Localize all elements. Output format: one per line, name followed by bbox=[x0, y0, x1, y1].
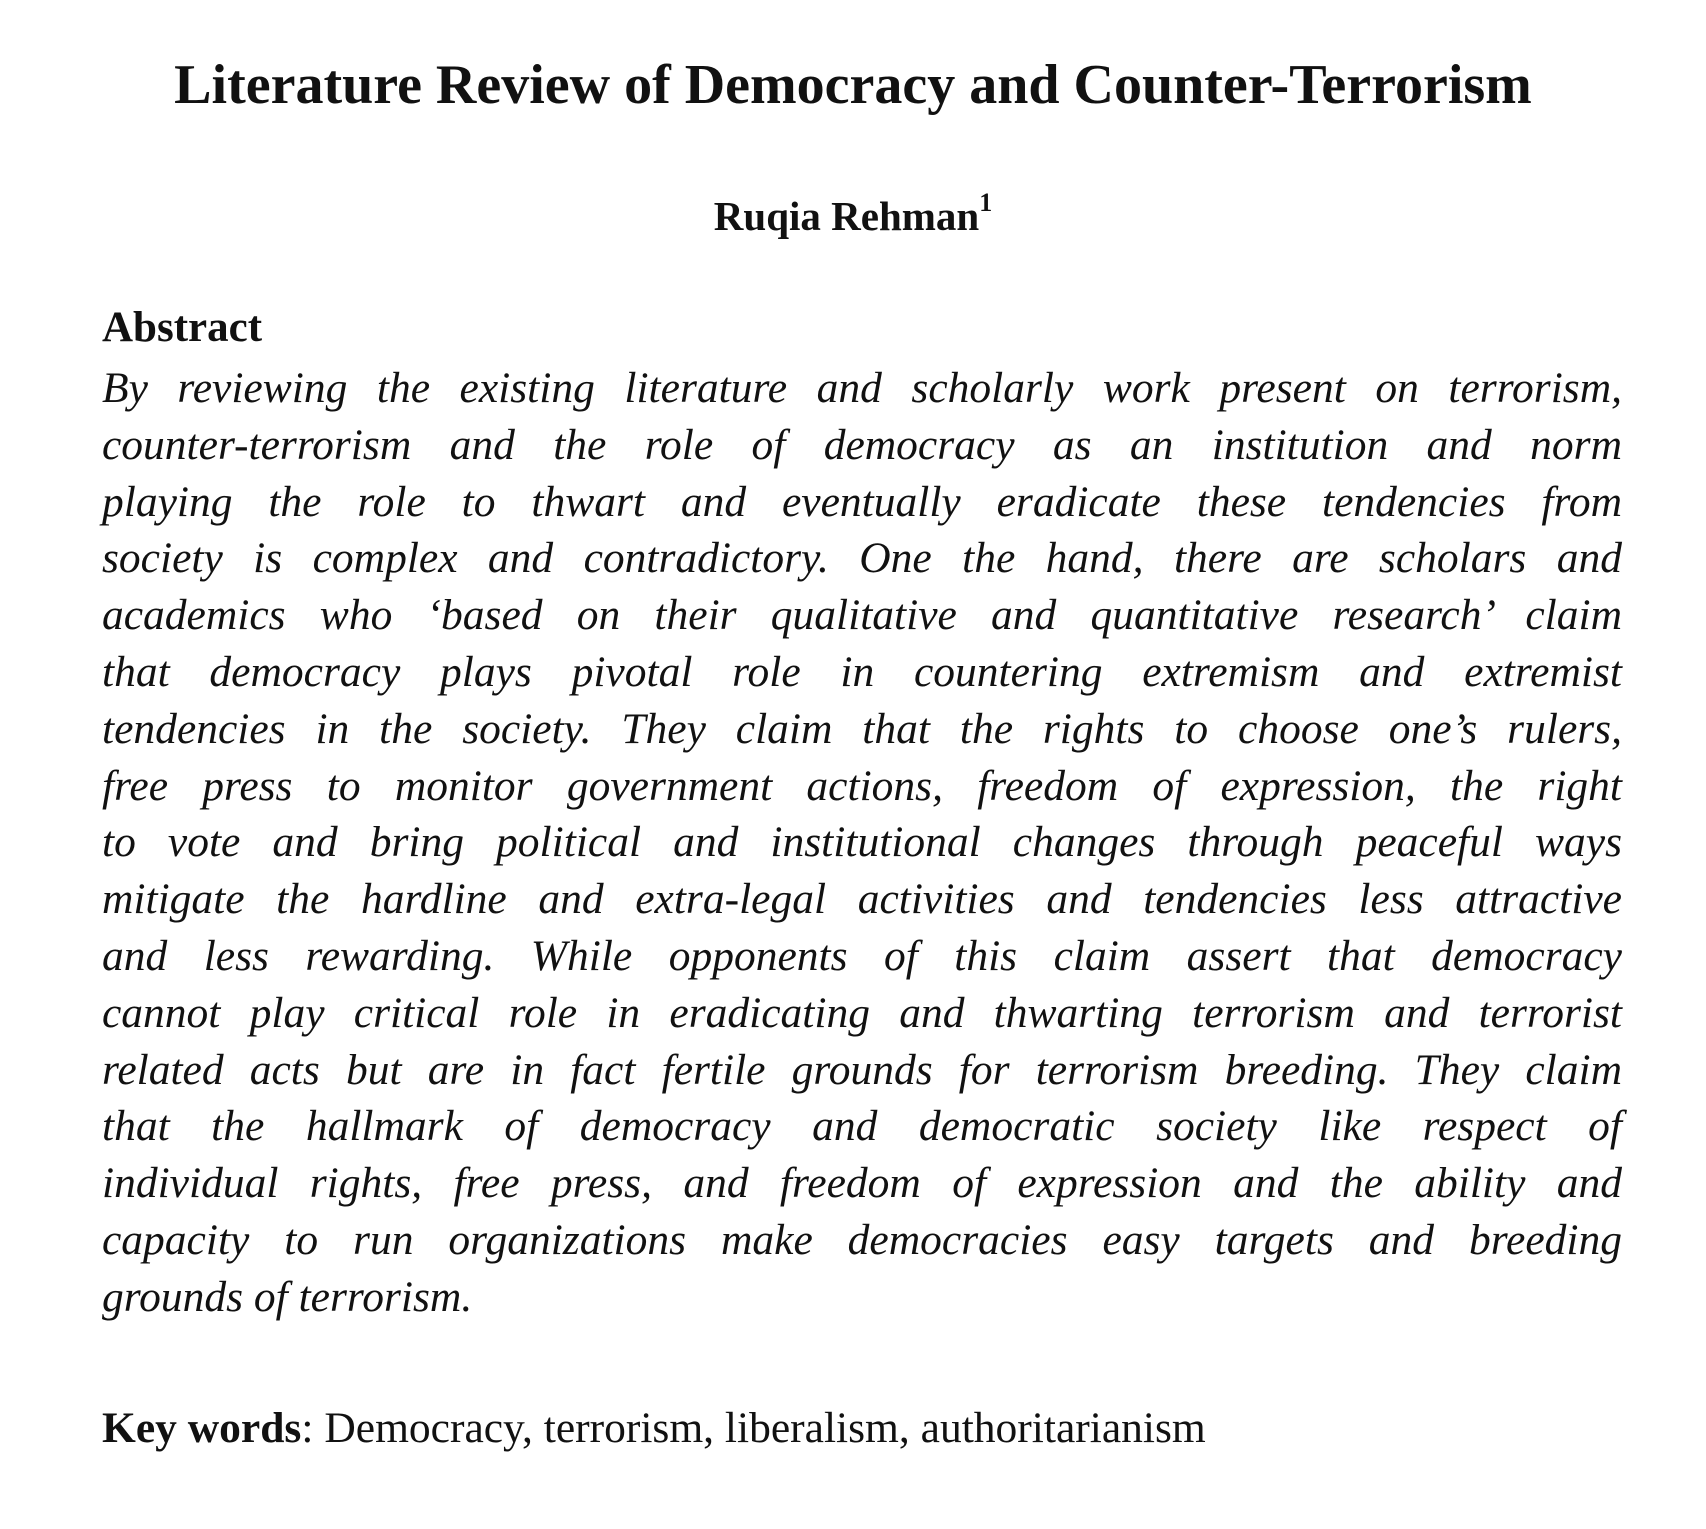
abstract-line: playing the role to thwart and eventually eradicate these tendencies from bbox=[102, 477, 1622, 526]
abstract-line: grounds of terrorism. bbox=[102, 1272, 473, 1321]
abstract-line: cannot play critical role in eradicating and thwarting terrorism and terrorist bbox=[102, 988, 1622, 1037]
abstract-line: individual rights, free press, and freedom of expression and the ability and bbox=[102, 1159, 1622, 1208]
abstract-line: society is complex and contradictory. One the hand, there are scholars and bbox=[102, 534, 1622, 583]
keywords-value: Democracy, terrorism, liberalism, authoritarianism bbox=[324, 1404, 1206, 1452]
abstract-heading: Abstract bbox=[102, 304, 263, 351]
abstract-body bbox=[102, 360, 1622, 1326]
keywords-line bbox=[102, 1400, 1206, 1456]
abstract-line: related acts but are in fact fertile grounds for terrorism breeding. They claim bbox=[102, 1045, 1622, 1094]
keywords-separator: : bbox=[301, 1404, 325, 1452]
abstract-line: and less rewarding. While opponents of this claim assert that democracy bbox=[102, 931, 1622, 980]
abstract-line: tendencies in the society. They claim that the rights to choose one’s rulers, bbox=[102, 704, 1622, 753]
abstract-line: academics who ‘based on their qualitative and quantitative research’ claim bbox=[102, 591, 1622, 640]
abstract-line: mitigate the hardline and extra-legal activities and tendencies less attractive bbox=[102, 875, 1622, 924]
author-line bbox=[0, 190, 1706, 242]
abstract-line: that the hallmark of democracy and democratic society like respect of bbox=[102, 1102, 1622, 1151]
author-footnote-mark: 1 bbox=[979, 188, 993, 218]
abstract-line: capacity to run organizations make democracies easy targets and breeding bbox=[102, 1215, 1622, 1264]
keywords-label: Key words bbox=[102, 1404, 302, 1452]
author-name: Ruqia Rehman bbox=[713, 193, 980, 239]
paper-title: Literature Review of Democracy and Counter-Terrorism bbox=[174, 54, 1532, 116]
abstract-line: counter-terrorism and the role of democracy as an institution and norm bbox=[102, 420, 1622, 469]
abstract-line: to vote and bring political and institutional changes through peaceful ways bbox=[102, 818, 1622, 867]
abstract-line: that democracy plays pivotal role in countering extremism and extremist bbox=[102, 647, 1622, 696]
abstract-line: free press to monitor government actions, freedom of expression, the right bbox=[102, 761, 1622, 810]
abstract-line: By reviewing the existing literature and scholarly work present on terrorism, bbox=[102, 364, 1622, 412]
